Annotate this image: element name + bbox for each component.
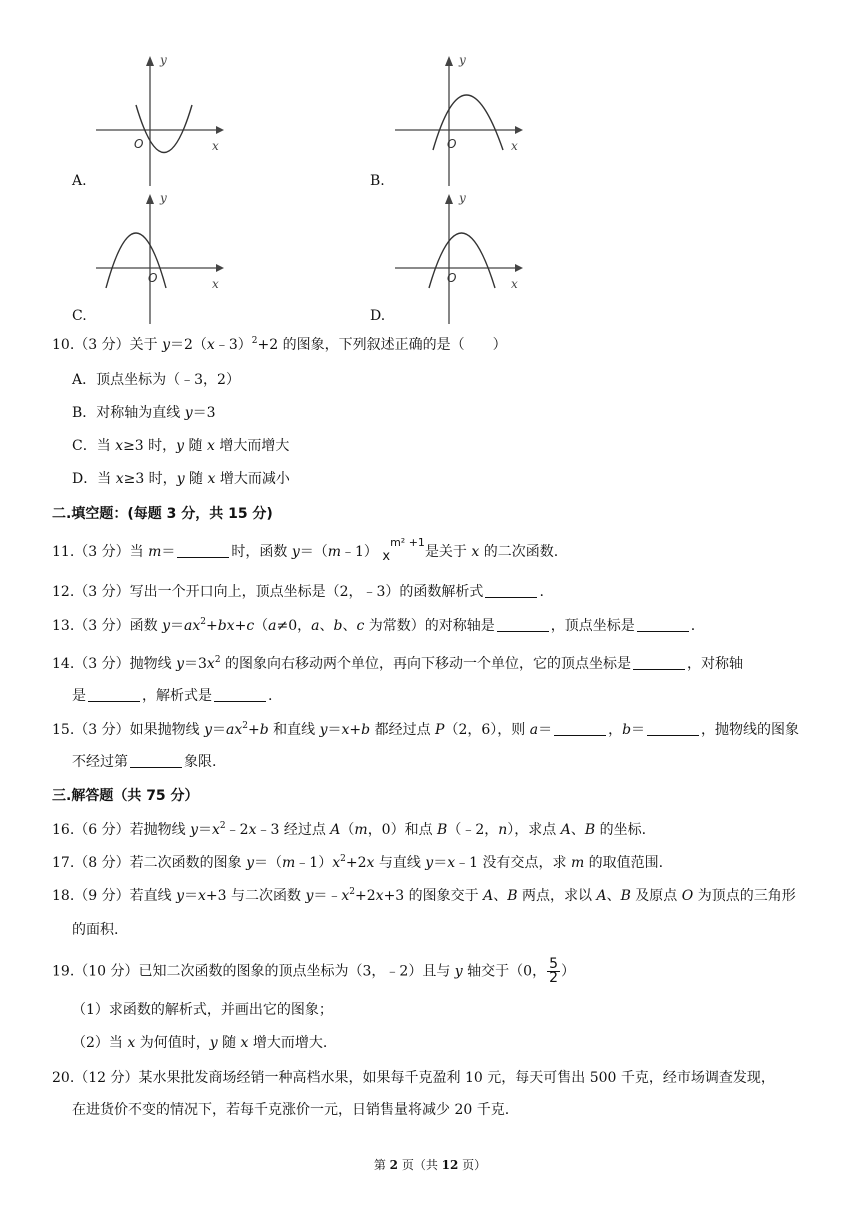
- answer-blank[interactable]: [637, 617, 689, 632]
- graph-d-label: D.: [370, 308, 386, 324]
- answer-blank[interactable]: [177, 543, 229, 558]
- answer-blank[interactable]: [554, 721, 606, 736]
- graph-b: [395, 50, 535, 190]
- answer-blank[interactable]: [485, 583, 537, 598]
- question-10-option-c: C．当 x≥3 时，y 随 x 增大而增大: [72, 438, 290, 454]
- answer-blank[interactable]: [633, 655, 685, 670]
- question-14-cont: 是 ，解析式是 .: [72, 688, 273, 704]
- origin-label: O: [447, 137, 457, 151]
- answer-blank[interactable]: [214, 687, 266, 702]
- graph-c: [96, 188, 236, 328]
- y-axis-label: y: [459, 191, 466, 205]
- question-10: 10.（3 分）关于 y＝2（x﹣3）$^2$+2 的图象，下列叙述正确的是（ ）: [52, 336, 507, 353]
- question-18-cont: 的面积.: [72, 922, 119, 938]
- graph-d: [395, 188, 535, 328]
- y-axis-label: y: [459, 53, 466, 67]
- question-10-option-a: A．顶点坐标为（﹣3，2）: [72, 372, 240, 388]
- question-14: 14.（3 分）抛物线 $y=3x^2$ 的图象向右移动两个单位，再向下移动一个单位，它的顶点坐标是 ，对称轴: [52, 655, 744, 672]
- answer-blank[interactable]: [88, 687, 140, 702]
- question-16: 16.（6 分）若抛物线 $y=x^2﹣2x﹣3$ 经过点 A（m，0）和点 B（﹣2，n），求点 A、B 的坐标.: [52, 821, 647, 838]
- question-11: 11.（3 分）当 m＝ 时，函数 y＝（m﹣1） $x^{m^2 +1}$是关于 x 的二次函数.: [52, 536, 559, 564]
- question-20-cont: 在进货价不变的情况下，若每千克涨价一元，日销售量将减少 20 千克.: [72, 1102, 510, 1118]
- question-18: 18.（9 分）若直线 y＝x+3 与二次函数 $y=﹣x^2+2x+3$ 的图象交于 A、B 两点，求以 A、B 及原点 O 为顶点的三角形: [52, 887, 796, 904]
- x-axis-label: x: [212, 139, 219, 153]
- graph-b-label: B.: [370, 173, 385, 189]
- answer-blank[interactable]: [647, 721, 699, 736]
- origin-label: O: [134, 137, 144, 151]
- question-10-option-d: D．当 x≥3 时，y 随 x 增大而减小: [72, 471, 290, 487]
- x-axis-label: x: [511, 139, 518, 153]
- answer-blank[interactable]: [497, 617, 549, 632]
- graph-c-label: C.: [72, 308, 87, 324]
- question-19-part-2: （2）当 x 为何值时，y 随 x 增大而增大.: [72, 1035, 328, 1051]
- page-footer: 第 2 页（共 12 页）: [373, 1158, 487, 1172]
- section-2-heading: 二.填空题：(每题 3 分，共 15 分): [52, 506, 273, 522]
- question-19-part-1: （1）求函数的解析式，并画出它的图象；: [72, 1002, 333, 1018]
- question-19: 19.（10 分）已知二次函数的图象的顶点坐标为（3，﹣2）且与 y 轴交于（0， $\frac{5}{2}$ ）: [52, 956, 575, 986]
- origin-label: O: [447, 271, 457, 285]
- y-axis-label: y: [160, 53, 167, 67]
- origin-label: O: [148, 271, 158, 285]
- answer-blank[interactable]: [130, 753, 182, 768]
- section-3-heading: 三.解答题（共 75 分）: [52, 788, 199, 804]
- x-axis-label: x: [511, 277, 518, 291]
- question-10-option-b: B．对称轴为直线 y＝3: [72, 405, 216, 421]
- question-12: 12.（3 分）写出一个开口向上，顶点坐标是（2，﹣3）的函数解析式 .: [52, 584, 544, 600]
- question-13: 13.（3 分）函数 $y=ax^2+bx+c(a\ne 0$，a、b、c 为常数）的对称轴是 ，顶点坐标是 .: [52, 617, 696, 634]
- graph-a: [96, 50, 236, 190]
- question-15-cont: 不经过第 象限.: [72, 754, 217, 770]
- question-17: 17.（8 分）若二次函数的图象 $y=(m﹣1)x^2+2x$ 与直线 y＝x﹣1 没有交点，求 m 的取值范围.: [52, 854, 664, 871]
- x-axis-label: x: [212, 277, 219, 291]
- graph-a-label: A.: [72, 173, 87, 189]
- fraction: $\frac{5}{2}$: [549, 956, 558, 986]
- question-20: 20.（12 分）某水果批发商场经销一种高档水果，如果每千克盈利 10 元，每天可售出 500 千克，经市场调查发现，: [52, 1070, 775, 1086]
- y-axis-label: y: [160, 191, 167, 205]
- question-15: 15.（3 分）如果抛物线 $y=ax^2+b$ 和直线 y＝x+b 都经过点 P（2，6），则 a＝ ，b＝ ，抛物线的图象: [52, 721, 800, 738]
